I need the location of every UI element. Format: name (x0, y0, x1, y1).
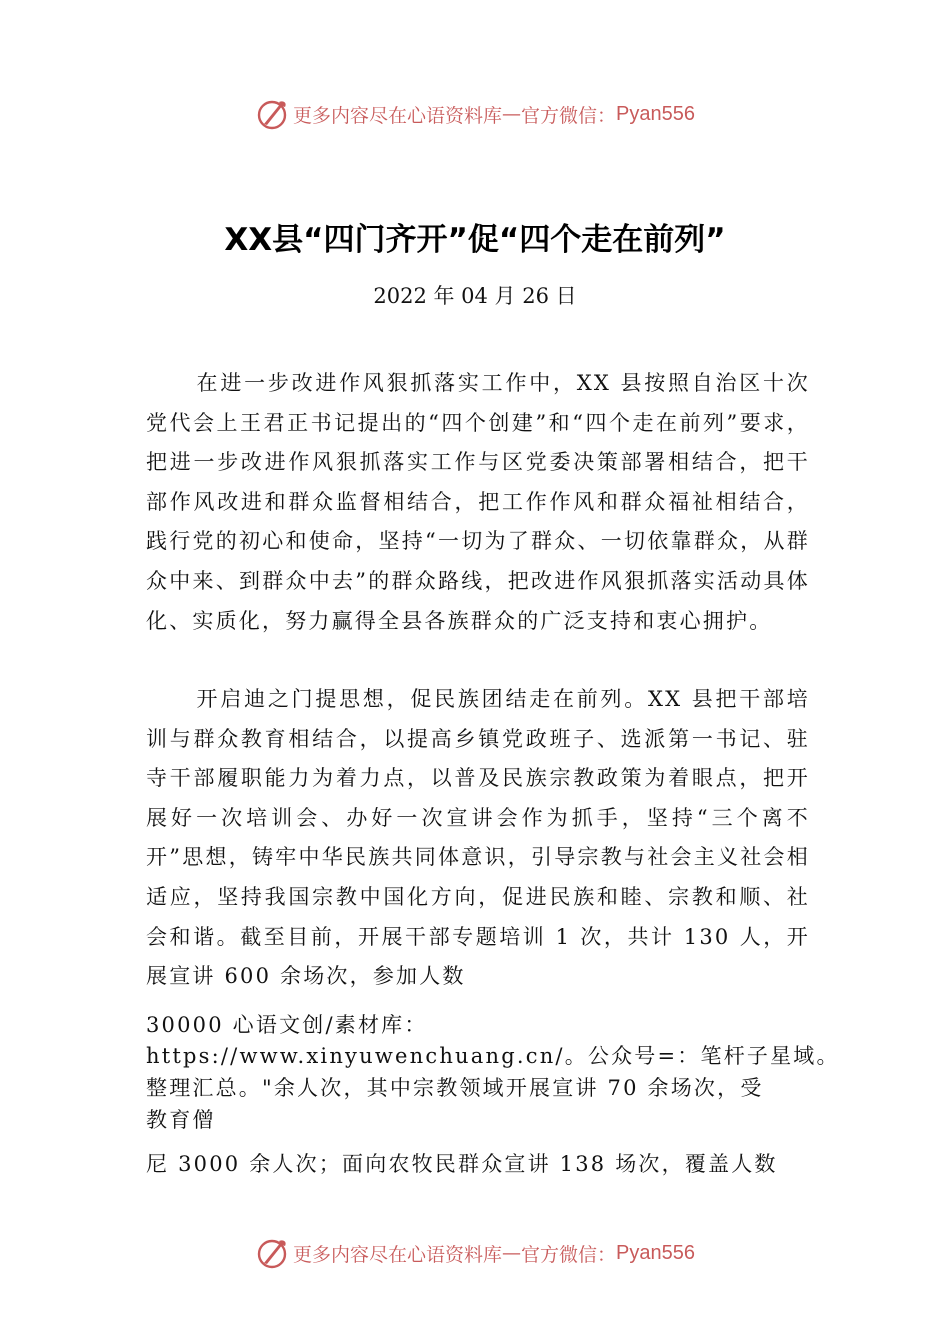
watermark-separator: — (502, 1242, 522, 1264)
body-paragraph-1-text: 在进一步改进作风狠抓落实工作中，XX 县按照自治区十次党代会上王君正书记提出的“四个创建”和“四个走在前列”要求，把进一步改进作风狠抓落实工作与区党委决策部署相结合，把干部作风改进和群众监督相结合，把工作作风和群众福祉相结合，践行党的初心和使命，坚持“一切为了群众、一切依靠群众，从群众中来、到群众中去”的群众路线，把改进作风狠抓落实活动具体化、实质化，努力赢得全县各族群众的广泛支持和衷心拥护。 (146, 371, 810, 633)
watermark-separator: — (502, 103, 522, 125)
document-title: XX县“四门齐开”促“四个走在前列” (224, 222, 726, 258)
watermark-text: 更多内容尽在心语资料库 (293, 1243, 503, 1266)
header-watermark (0, 94, 950, 134)
watermark-wechat-id: Pyan556 (616, 1241, 695, 1264)
body-paragraph-2-text: 开启迪之门提思想，促民族团结走在前列。XX 县把干部培训与群众教育相结合，以提高乡镇党政班子、选派第一书记、驻寺干部履职能力为着力点，以普及民族宗教政策为着眼点，把开展好一次培训会、办好一次宣讲会作为抓手，坚持“三个离不开”思想，铸牢中华民族共同体意识，引导宗教与社会主义社会相适应，坚持我国宗教中国化方向，促进民族和睦、宗教和顺、社会和谐。截至目前，开展干部专题培训 1 次，共计 130 人，开展宣讲 600 余场次，参加人数 (146, 687, 810, 989)
body-line-3: 整理汇总。"余人次，其中宗教领域开展宣讲 70 余场次，受 (146, 1076, 764, 1100)
document-date: 2022 年 04 月 26 日 (373, 284, 577, 308)
body-line-4: 教育僧 (146, 1108, 216, 1132)
watermark-label: 官方微信： (521, 1243, 617, 1266)
watermark-wechat-id: Pyan556 (616, 102, 695, 125)
body-line-5: 尼 3000 余人次；面向农牧民群众宣讲 138 场次，覆盖人数 (146, 1152, 778, 1176)
quill-pen-logo-icon (255, 97, 289, 131)
quill-pen-logo-icon (255, 1236, 289, 1270)
footer-watermark (0, 1233, 950, 1273)
watermark-label: 官方微信： (521, 104, 617, 127)
body-paragraph-2 (146, 680, 810, 997)
body-paragraph-1 (146, 364, 810, 641)
body-line-2-url: https://www.xinyuwenchuang.cn/。公众号=：笔杆子星域。 (146, 1044, 840, 1068)
watermark-text: 更多内容尽在心语资料库 (293, 104, 503, 127)
body-line-1: 30000 心语文创/素材库： (146, 1013, 428, 1037)
